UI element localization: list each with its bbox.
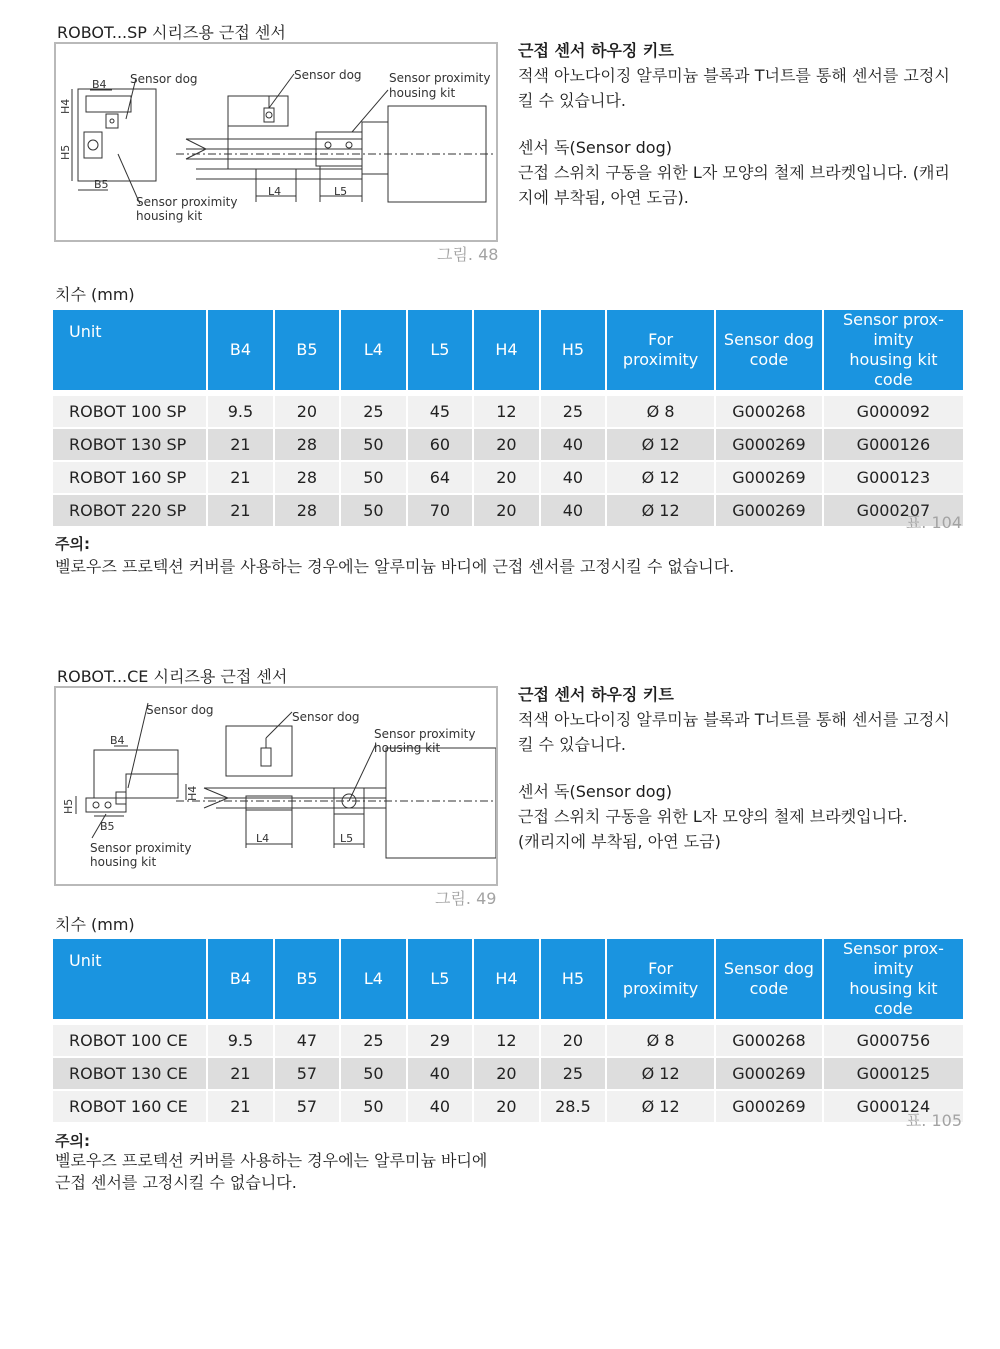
table-cell: 25 [541, 394, 606, 427]
label-b4: B4 [110, 734, 125, 747]
label-sensor-dog-left: Sensor dog [130, 72, 198, 86]
column-header [541, 939, 606, 1023]
table-row [53, 427, 963, 460]
column-header [208, 310, 273, 394]
table-cell: G000269 [716, 1089, 822, 1122]
table-cell: 47 [275, 1023, 340, 1056]
table-cell: G000269 [716, 493, 822, 526]
table-cell: 50 [341, 493, 406, 526]
column-header-line: B4 [229, 340, 252, 359]
dog-text-line2: (캐리지에 부착됨, 아연 도금) [518, 832, 721, 851]
table-cell: G000092 [824, 394, 963, 427]
label-sensor-dog-right: Sensor dog [294, 68, 362, 82]
column-header-line: L4 [363, 340, 383, 359]
table-row [53, 394, 963, 427]
table-cell: 21 [208, 493, 273, 526]
table-cell: 9.5 [208, 1023, 273, 1056]
note-line: 벨로우즈 프로텍션 커버를 사용하는 경우에는 알루미늄 바디에 [55, 1151, 488, 1170]
table-cell: 9.5 [208, 394, 273, 427]
column-header [341, 939, 406, 1023]
column-header-line: imity [873, 959, 914, 978]
column-header [474, 939, 539, 1023]
column-header-line: housing kit code [849, 979, 938, 1018]
label-kit-bottom-line1: Sensor proximity [136, 195, 238, 209]
table-cell: 21 [208, 460, 273, 493]
dog-text-line2: 지에 부착됨, 아연 도금). [518, 188, 689, 207]
table-cell: 21 [208, 427, 273, 460]
label-sensor-dog-left: Sensor dog [146, 703, 214, 717]
table-cell: 20 [474, 1056, 539, 1089]
label-l4: L4 [256, 832, 270, 845]
section-title-sp: ROBOT...SP 시리즈용 근접 센서 [57, 23, 286, 42]
dimension-title-ce: 치수 (mm) [55, 915, 135, 934]
table-cell: 20 [474, 493, 539, 526]
column-header-line: Sensor prox- [842, 310, 944, 329]
table-cell: 21 [208, 1089, 273, 1122]
table-row [53, 1056, 963, 1089]
column-header-line: code [749, 350, 789, 369]
dimension-title-sp: 치수 (mm) [55, 285, 135, 304]
table-cell: 64 [408, 460, 473, 493]
column-header [824, 310, 963, 394]
kit-title: 근접 센서 하우징 키트 [518, 685, 674, 704]
column-header [716, 939, 822, 1023]
column-header [408, 939, 473, 1023]
label-l4: L4 [268, 185, 282, 198]
table-cell: G000126 [824, 427, 963, 460]
unit-cell: ROBOT 130 CE [53, 1056, 206, 1089]
table-cell: 20 [474, 427, 539, 460]
table-cell: 50 [341, 460, 406, 493]
table-row [53, 493, 963, 526]
label-kit-top-line2: housing kit [374, 741, 441, 755]
column-header [208, 939, 273, 1023]
column-header [716, 310, 822, 394]
column-header-line: proximity [622, 350, 699, 369]
table-cell: 20 [474, 460, 539, 493]
table-cell: G000124 [824, 1089, 963, 1122]
label-kit-top-line1: Sensor proximity [389, 71, 491, 85]
spec-table-sp [51, 310, 965, 526]
column-header-line: imity [873, 330, 914, 349]
table-cell: G000125 [824, 1056, 963, 1089]
table-cell: 40 [541, 460, 606, 493]
column-header-line: H4 [495, 969, 518, 988]
column-header-line: proximity [622, 979, 699, 998]
column-header-line: L5 [430, 969, 450, 988]
table-cell: 25 [341, 1023, 406, 1056]
column-header-line: Sensor dog [723, 330, 814, 349]
table-cell: 50 [341, 427, 406, 460]
label-b5: B5 [100, 820, 115, 833]
table-cell: 28.5 [541, 1089, 606, 1122]
table-cell: Ø 12 [607, 427, 714, 460]
table-cell: G000269 [716, 427, 822, 460]
label-kit-bottom-line1: Sensor proximity [90, 841, 192, 855]
table-cell: Ø 8 [607, 1023, 714, 1056]
column-header-line: code [749, 979, 789, 998]
table-cell: 40 [408, 1089, 473, 1122]
column-header-line: Sensor dog [723, 959, 814, 978]
table-cell: G000269 [716, 460, 822, 493]
table-cell: G000123 [824, 460, 963, 493]
column-header-line: B5 [296, 969, 318, 988]
column-header-line: Unit [69, 322, 102, 341]
table-cell: 20 [541, 1023, 606, 1056]
table-cell: G000269 [716, 1056, 822, 1089]
note-line: 벨로우즈 프로텍션 커버를 사용하는 경우에는 알루미늄 바디에 근접 센서를 고정시킬 수 없습니다. [55, 557, 735, 576]
table-cell: G000756 [824, 1023, 963, 1056]
table-cell: 40 [408, 1056, 473, 1089]
label-l5: L5 [334, 185, 348, 198]
note-text-sp [55, 556, 734, 578]
label-h5: H5 [59, 144, 72, 160]
table-row [53, 1089, 963, 1122]
table-cell: 40 [541, 493, 606, 526]
table-cell: 20 [474, 1089, 539, 1122]
figure-sp [54, 42, 498, 242]
table-cell: 50 [341, 1089, 406, 1122]
table-cell: Ø 12 [607, 1089, 714, 1122]
figure-ce-drawing [56, 688, 496, 884]
table-cell: Ø 12 [607, 1056, 714, 1089]
note-title-sp: 주의: [55, 535, 90, 553]
dog-text-line1: 근접 스위치 구동을 위한 L자 모양의 철제 브라켓입니다. (캐리 [518, 163, 950, 182]
note-title-ce: 주의: [55, 1132, 90, 1150]
label-kit-bottom-line2: housing kit [90, 855, 157, 869]
table-cell: 20 [275, 394, 340, 427]
table-cell: 28 [275, 493, 340, 526]
label-kit-top-line1: Sensor proximity [374, 727, 476, 741]
column-header [824, 939, 963, 1023]
column-header-line: H5 [561, 340, 585, 359]
label-h5: H5 [62, 798, 75, 814]
kit-text-line2: 킬 수 있습니다. [518, 735, 626, 754]
figure-sp-drawing [56, 44, 496, 240]
table-cell: 21 [208, 1056, 273, 1089]
table-cell: 60 [408, 427, 473, 460]
kit-title: 근접 센서 하우징 키트 [518, 41, 674, 60]
column-header-line: L5 [430, 340, 450, 359]
column-header [408, 310, 473, 394]
column-header-line: For [648, 959, 674, 978]
description-sp [518, 38, 968, 210]
table-cell: G000268 [716, 394, 822, 427]
label-l5: L5 [340, 832, 354, 845]
table-caption-sp: 표. 104 [905, 513, 962, 532]
dog-title: 센서 독(Sensor dog) [518, 782, 672, 801]
label-h4: H4 [186, 785, 199, 801]
label-kit-bottom-line2: housing kit [136, 209, 203, 223]
table-cell: 28 [275, 427, 340, 460]
column-header-line: Unit [69, 951, 102, 970]
table-cell: 25 [341, 394, 406, 427]
column-header-line: For [648, 330, 674, 349]
description-ce [518, 682, 968, 854]
table-cell: 40 [541, 427, 606, 460]
figure-ce [54, 686, 498, 886]
table-caption-ce: 표. 105 [905, 1111, 962, 1130]
note-line: 근접 센서를 고정시킬 수 없습니다. [55, 1173, 297, 1192]
table-cell: G000207 [824, 493, 963, 526]
label-h4: H4 [59, 98, 72, 114]
kit-text-line1: 적색 아노다이징 알루미늄 블록과 T너트를 통해 센서를 고정시 [518, 710, 950, 729]
table-cell: Ø 8 [607, 394, 714, 427]
column-header [474, 310, 539, 394]
table-cell: 25 [541, 1056, 606, 1089]
table-cell: 57 [275, 1089, 340, 1122]
table-cell: 50 [341, 1056, 406, 1089]
table-cell: 12 [474, 1023, 539, 1056]
kit-text-line2: 킬 수 있습니다. [518, 91, 626, 110]
column-header-line: H4 [495, 340, 518, 359]
table-cell: Ø 12 [607, 460, 714, 493]
column-header [53, 310, 206, 394]
unit-cell: ROBOT 160 SP [53, 460, 206, 493]
table-cell: Ø 12 [607, 493, 714, 526]
unit-cell: ROBOT 160 CE [53, 1089, 206, 1122]
table-cell: G000268 [716, 1023, 822, 1056]
table-row [53, 1023, 963, 1056]
table-cell: 29 [408, 1023, 473, 1056]
column-header-line: B4 [229, 969, 252, 988]
column-header-line: L4 [363, 969, 383, 988]
unit-cell: ROBOT 100 SP [53, 394, 206, 427]
column-header [607, 310, 714, 394]
note-text-ce [55, 1150, 487, 1194]
column-header [607, 939, 714, 1023]
column-header-line: Sensor prox- [842, 939, 944, 958]
unit-cell: ROBOT 220 SP [53, 493, 206, 526]
unit-cell: ROBOT 100 CE [53, 1023, 206, 1056]
column-header [275, 939, 340, 1023]
column-header-line: housing kit code [849, 350, 938, 389]
column-header [541, 310, 606, 394]
table-cell: 70 [408, 493, 473, 526]
spec-table-ce [51, 939, 965, 1122]
table-cell: 57 [275, 1056, 340, 1089]
dog-title: 센서 독(Sensor dog) [518, 138, 672, 157]
column-header [53, 939, 206, 1023]
table-cell: 45 [408, 394, 473, 427]
unit-cell: ROBOT 130 SP [53, 427, 206, 460]
label-b4: B4 [92, 78, 107, 91]
table-row [53, 460, 963, 493]
kit-text-line1: 적색 아노다이징 알루미늄 블록과 T너트를 통해 센서를 고정시 [518, 66, 950, 85]
figure-caption-ce: 그림. 49 [435, 889, 497, 908]
label-kit-top-line2: housing kit [389, 86, 456, 100]
label-sensor-dog-right: Sensor dog [292, 710, 360, 724]
column-header [341, 310, 406, 394]
table-cell: 28 [275, 460, 340, 493]
label-b5: B5 [94, 178, 109, 191]
column-header [275, 310, 340, 394]
table-cell: 12 [474, 394, 539, 427]
column-header-line: B5 [296, 340, 318, 359]
column-header-line: H5 [561, 969, 585, 988]
figure-caption-sp: 그림. 48 [437, 245, 499, 264]
section-title-ce: ROBOT...CE 시리즈용 근접 센서 [57, 667, 288, 686]
dog-text-line1: 근접 스위치 구동을 위한 L자 모양의 철제 브라켓입니다. [518, 807, 908, 826]
